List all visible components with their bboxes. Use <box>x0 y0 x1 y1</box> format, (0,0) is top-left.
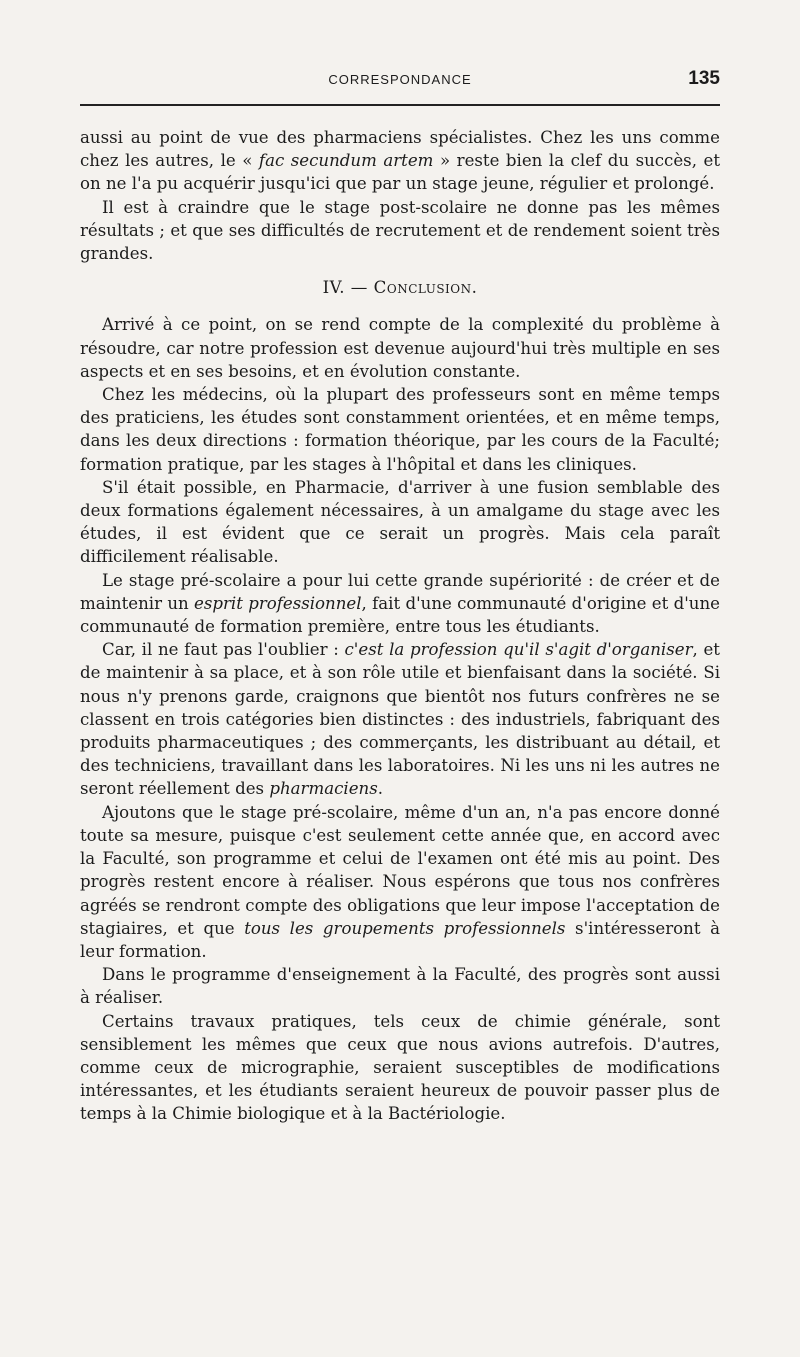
paragraph-7-text-b: , et de maintenir à sa place, et à son rôle utile et bienfaisant dans la société. Si nous n'y prenons garde, craignons que bientôt nos futurs confrères ne se classent en trois catégories bien distinctes : des industriels, fabriquant des produits pharmaceutiques ; des commerçants, les distribuant au détail, et des techniciens, travaillant dans les laboratoires. Ni les uns ni les autres ne seront réellement des <box>80 640 720 799</box>
paragraph-8 <box>80 801 720 963</box>
paragraph-6-text-b: , fait d'une communauté d'origine et d'une communauté de formation première, entre tous les étudiants. <box>80 593 720 637</box>
paragraph-8-text-a: Ajoutons que le stage pré-scolaire, même d'un an, n'a pas encore donné toute sa mesure, puisque c'est seulement cette année que, en accord avec la Faculté, son programme et celui de l'examen ont été mis au point. Des progrès restent encore à réaliser. Nous espérons que tous nos confrères agréés se rendront compte des obligations que leur impose l'acceptation de stagiaires, et que <box>80 802 720 938</box>
paragraph-1-text-a: aussi au point de vue des pharmaciens spécialistes. Chez les uns comme chez les autres, le « <box>80 128 720 171</box>
section-title: Conclusion. <box>373 278 478 298</box>
paragraph-7 <box>80 638 720 800</box>
page-header <box>80 68 720 96</box>
paragraph-2: Il est à craindre que le stage post-scolaire ne donne pas les mêmes résultats ; et que ses difficultés de recrutement et de rendement soient très grandes. <box>80 197 720 264</box>
paragraph-7-italic-b: pharmaciens <box>269 779 378 799</box>
section-heading <box>80 276 720 299</box>
header-rule <box>80 104 720 106</box>
paragraph-1 <box>80 126 720 196</box>
paragraph-9: Dans le programme d'enseignement à la Faculté, des progrès sont aussi à réaliser. <box>80 965 720 1008</box>
paragraph-8-text-b: s'intéresseront à leur formation. <box>80 918 720 961</box>
paragraph-8-italic: tous les groupements professionnels <box>244 918 566 938</box>
paragraph-6-text-a: Le stage pré-scolaire a pour lui cette grande supériorité : de créer et de maintenir un <box>80 570 720 613</box>
paragraph-4: Chez les médecins, où la plupart des professeurs sont en même temps des praticiens, les études sont constamment orientées, et en même temps, dans les deux directions : formation théorique, par les cours de la Faculté; formation pratique, par les stages à l'hôpital et dans les cliniques. <box>80 385 720 474</box>
document-page <box>80 68 720 1126</box>
paragraph-7-text-c: . <box>377 779 383 799</box>
paragraph-6-italic: esprit professionnel <box>194 593 362 613</box>
paragraph-7-text-a: Car, il ne faut pas l'oublier : <box>102 640 345 660</box>
running-title: CORRESPONDANCE <box>328 72 472 87</box>
paragraph-1-text-b: » reste bien la clef du succès, et on ne l'a pu acquérir jusqu'ici que par un stage jeune, régulier et prolongé. <box>80 151 720 194</box>
section-number: IV. — <box>322 278 368 298</box>
body-text <box>80 126 720 1126</box>
paragraph-10: Certains travaux pratiques, tels ceux de chimie générale, sont sensiblement les mêmes que ceux que nous avions autrefois. D'autres, comme ceux de micrographie, seraient susceptibles de modifications intéressantes, et les étudiants seraient heureux de pouvoir passer plus de temps à la Chimie biologique et à la Bactériologie. <box>80 1011 720 1124</box>
paragraph-6 <box>80 569 720 639</box>
page-number: 135 <box>688 68 720 89</box>
paragraph-5: S'il était possible, en Pharmacie, d'arriver à une fusion semblable des deux formations également nécessaires, à un amalgame du stage avec les études, il est évident que ce serait un progrès. Mais cela paraît difficilement réalisable. <box>80 477 720 567</box>
paragraph-7-italic-a: c'est la profession qu'il s'agit d'organiser <box>344 640 693 660</box>
paragraph-1-italic: fac secundum artem <box>258 151 434 171</box>
paragraph-3: Arrivé à ce point, on se rend compte de la complexité du problème à résoudre, car notre profession est devenue aujourd'hui très multiple en ses aspects et en ses besoins, et en évolution constante. <box>80 315 720 381</box>
